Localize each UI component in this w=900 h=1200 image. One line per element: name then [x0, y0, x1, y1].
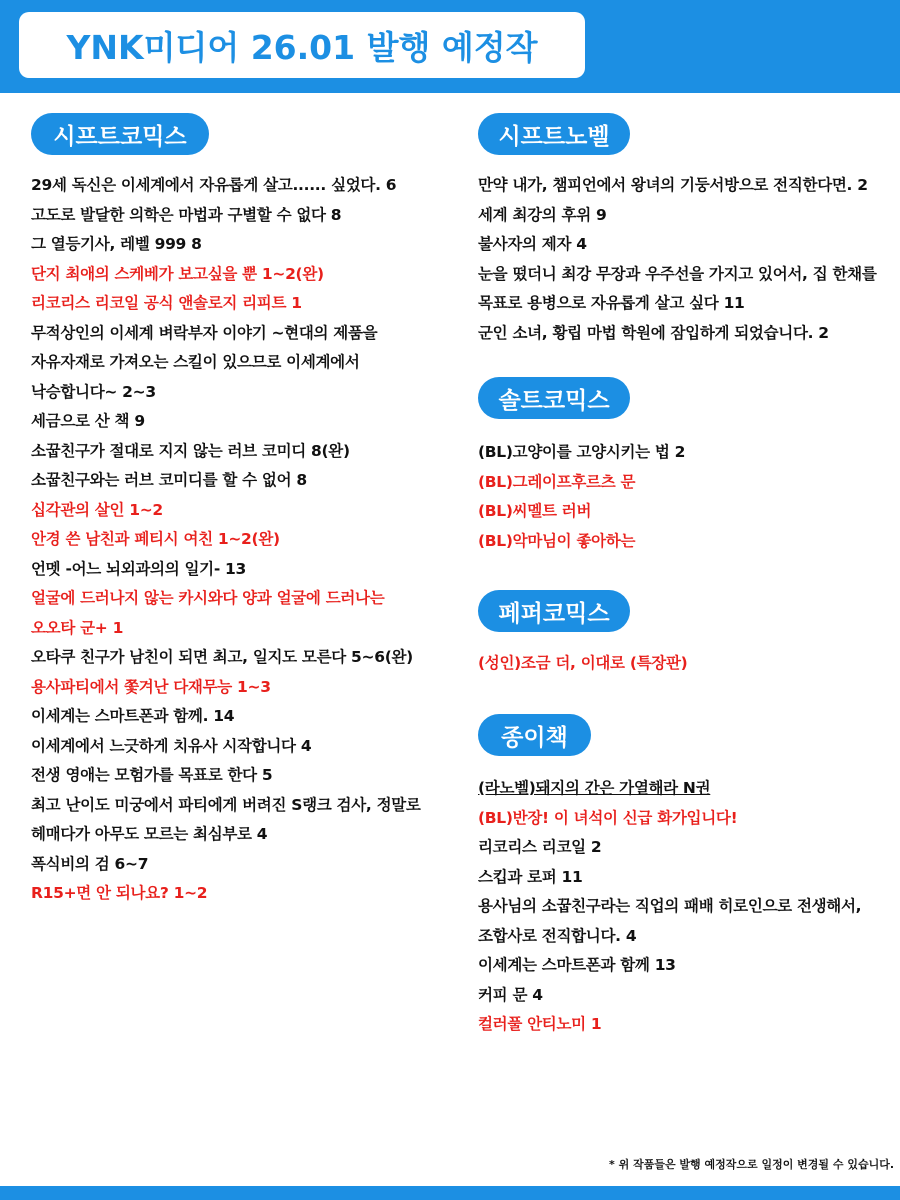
list-item: [478, 951, 894, 981]
list-item-text: (BL)악마님이 좋아하는: [478, 531, 636, 550]
list-item-text: 언멧 -어느 뇌외과의의 일기- 13: [31, 559, 247, 578]
list-item: [31, 643, 451, 673]
list-item-text: 오타쿠 친구가 남친이 되면 최고, 일지도 모른다 5~6(완): [31, 648, 413, 666]
list-item: [31, 437, 451, 467]
list-item: [31, 289, 451, 319]
title-box: [19, 12, 585, 78]
list-item-text: 목표로 용병으로 자유롭게 살고 싶다 11: [478, 294, 745, 312]
list-item-text: 소꿉친구와는 러브 코미디를 할 수 없어 8: [31, 471, 307, 489]
list-item-text: 리코리스 리코일 공식 앤솔로지 리피트 1: [31, 294, 302, 312]
list-item: [31, 791, 451, 821]
list-item-text: 최고 난이도 미궁에서 파티에게 버려진 S랭크 검사, 정말로: [31, 795, 421, 814]
list-item: [31, 378, 451, 408]
list-item-text: 이세계는 스마트폰과 함께. 14: [31, 707, 235, 725]
list-item: [31, 820, 451, 850]
list-item-text: (BL)반장! 이 녀석이 신급 화가입니다!: [478, 808, 738, 827]
salt-comics-list: [478, 438, 894, 556]
list-item: [478, 922, 894, 952]
sift-novel-list: [478, 171, 894, 348]
list-item: [31, 525, 451, 555]
list-item: [478, 981, 894, 1011]
list-item-text: 헤매다가 아무도 모르는 최심부로 4: [31, 825, 268, 843]
list-item-text: 세계 최강의 후위 9: [478, 205, 607, 224]
list-item-text: 용사파티에서 쫓겨난 다재무능 1~3: [31, 677, 271, 696]
list-item: [478, 319, 894, 349]
list-item: [31, 614, 451, 644]
list-item-text: 고도로 발달한 의학은 마법과 구별할 수 없다 8: [31, 205, 342, 224]
list-item: [478, 289, 894, 319]
list-item-text: 커피 문 4: [478, 985, 543, 1004]
list-item: [31, 673, 451, 703]
list-item: [478, 863, 894, 893]
list-item-text: (BL)그레이프후르츠 문: [478, 472, 636, 491]
list-item-text: 용사님의 소꿉친구라는 직업의 패배 히로인으로 전생해서,: [478, 897, 862, 915]
list-item-text: 만약 내가, 챔피언에서 왕녀의 기둥서방으로 전직한다면. 2: [478, 176, 868, 194]
list-item: [478, 497, 894, 527]
list-item: [31, 879, 451, 909]
list-item: [478, 833, 894, 863]
list-item-text: (BL)고양이를 고양시키는 법 2: [478, 443, 686, 461]
list-item: [31, 348, 451, 378]
list-item-text: 자유자재로 가져오는 스킬이 있으므로 이세계에서: [31, 353, 360, 371]
list-item-text: R15+면 안 되나요? 1~2: [31, 884, 208, 902]
list-item-text: 안경 쓴 남친과 페티시 여친 1~2(완): [31, 530, 280, 548]
list-item: [478, 892, 894, 922]
list-item: [478, 527, 894, 557]
list-item-text: 낙승합니다~ 2~3: [31, 382, 156, 401]
list-item-text: 소꿉친구가 절대로 지지 않는 러브 코미디 8(완): [31, 441, 350, 460]
list-item-text: 그 열등기사, 레벨 999 8: [31, 235, 202, 253]
list-item-text: 얼굴에 드러나지 않는 카시와다 양과 얼굴에 드러나는: [31, 589, 385, 607]
list-item: [31, 201, 451, 231]
list-item-text: 컬러풀 안티노미 1: [478, 1015, 602, 1033]
list-item: [31, 702, 451, 732]
list-item-text: 29세 독신은 이세계에서 자유롭게 살고...... 싶었다. 6: [31, 176, 397, 194]
list-item: [31, 171, 451, 201]
list-item-text: 세금으로 산 책 9: [31, 412, 145, 430]
list-item: [478, 468, 894, 498]
sift-comics-list: [31, 171, 451, 909]
section-title-paper-books: 종이책: [478, 714, 591, 756]
list-item-text: 무적상인의 이세계 벼락부자 이야기 ~현대의 제품을: [31, 323, 378, 342]
list-item: [31, 555, 451, 585]
pepper-comics-list: [478, 649, 894, 679]
paper-books-list: [478, 774, 894, 1040]
header-bar: [0, 0, 900, 93]
list-item-text: 오오타 군+ 1: [31, 618, 124, 637]
list-item: [31, 850, 451, 880]
list-item: [478, 171, 894, 201]
list-item-text: 이세계에서 느긋하게 치유사 시작합니다 4: [31, 736, 312, 755]
list-item: [478, 230, 894, 260]
list-item-text: 폭식비의 검 6~7: [31, 854, 149, 873]
list-item-text: (성인)조금 더, 이대로 (특장판): [478, 654, 688, 672]
list-item: [478, 804, 894, 834]
list-item: [31, 761, 451, 791]
list-item-text: 단지 최애의 스케베가 보고싶을 뿐 1~2(완): [31, 264, 324, 283]
section-title-sift-comics: 시프트코믹스: [31, 113, 209, 155]
list-item: [31, 466, 451, 496]
list-item-text: 조합사로 전직합니다. 4: [478, 926, 637, 945]
list-item-text: 전생 영애는 모험가를 목표로 한다 5: [31, 766, 273, 784]
list-item-text: (라노벨)돼지의 간은 가열해라 N권: [478, 779, 711, 797]
list-item: [31, 496, 451, 526]
section-title-salt-comics: 솔트코믹스: [478, 377, 630, 419]
list-item: [478, 774, 894, 804]
list-item: [31, 319, 451, 349]
list-item-text: 리코리스 리코일 2: [478, 838, 602, 856]
list-item-text: 눈을 떴더니 최강 무장과 우주선을 가지고 있어서, 집 한채를: [478, 264, 877, 283]
page-title: YNK미디어 26.01 발행 예정작: [66, 27, 538, 67]
list-item: [31, 260, 451, 290]
list-item-text: 군인 소녀, 황립 마법 학원에 잠입하게 되었습니다. 2: [478, 323, 829, 342]
list-item: [31, 230, 451, 260]
footnote: * 위 작품들은 발행 예정작으로 일정이 변경될 수 있습니다.: [609, 1158, 894, 1171]
list-item: [31, 584, 451, 614]
section-title-pepper-comics: 페퍼코믹스: [478, 590, 630, 632]
list-item-text: 스킵과 로퍼 11: [478, 867, 583, 886]
list-item: [31, 732, 451, 762]
section-title-sift-novel: 시프트노벨: [478, 113, 630, 155]
list-item: [31, 407, 451, 437]
list-item: [478, 260, 894, 290]
list-item-text: (BL)씨멜트 러버: [478, 502, 592, 520]
list-item-text: 십각관의 살인 1~2: [31, 500, 163, 519]
list-item-text: 불사자의 제자 4: [478, 235, 587, 253]
list-item: [478, 438, 894, 468]
list-item-text: 이세계는 스마트폰과 함께 13: [478, 956, 676, 974]
list-item: [478, 1010, 894, 1040]
footer-bar: [0, 1186, 900, 1200]
list-item: [478, 649, 894, 679]
list-item: [478, 201, 894, 231]
